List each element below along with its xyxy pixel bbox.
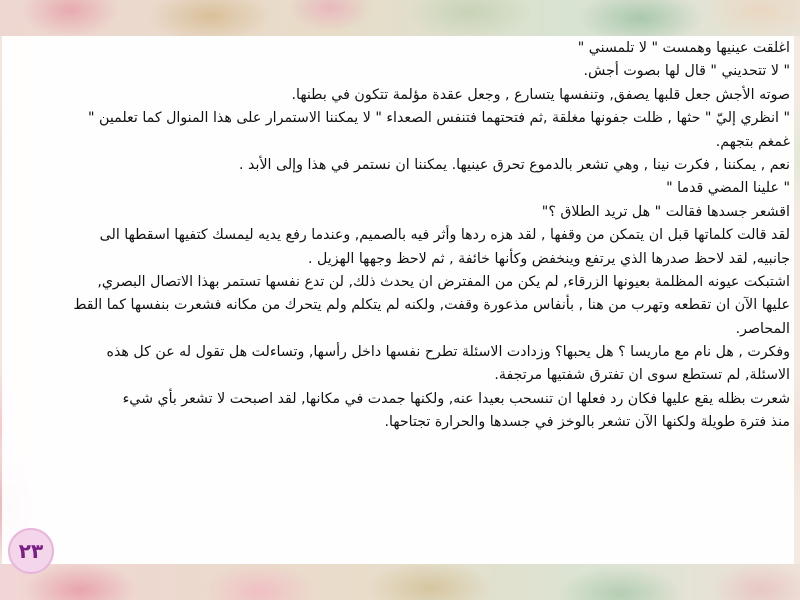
text-line: وفكرت , هل نام مع ماريسا ؟ هل يحبها؟ وزدادت الاسئلة تطرح نفسها داخل رأسها, وتساءلت هل تقول له عن كل هذه xyxy=(106,344,790,361)
text-line: " علينا المضي قدما " xyxy=(666,180,790,197)
text-line: صوته الأجش جعل قلبها يصفق, وتنفسها يتسارع , وجعل عقدة مؤلمة تتكون في بطنها. xyxy=(291,86,790,103)
decorative-floral-bottom-border xyxy=(0,564,800,600)
text-line: اقشعر جسدها فقالت " هل تريد الطلاق ؟" xyxy=(541,203,790,220)
text-line: المحاصر. xyxy=(735,320,790,337)
decorative-floral-top-border xyxy=(0,0,800,36)
text-line: لقد قالت كلماتها قبل ان يتمكن من وقفها , لقد هزه ردها وأثر فيه بالصميم, وعندما رفع يديه ليمسك كتفيها اسقطها الى xyxy=(99,227,790,244)
text-line: عليها الآن ان تقطعه وتهرب من هنا , بأنفاس مذعورة وقفت, ولكنه لم يتكلم ولم يتحرك من مكانه فشعرت بنفسها كما القط xyxy=(73,297,790,314)
text-line: غمغم بتجهم. xyxy=(715,133,790,150)
text-line: " انظري إليّ " حثها , ظلت جفونها مغلقة ,ثم فتحتهما فتنفس الصعداء " لا يمكننا الاستمرار على هذا المنوال كما تعلمين " xyxy=(88,110,790,127)
page-number-badge xyxy=(8,528,54,574)
text-line: " لا تتحديني " قال لها بصوت أجش. xyxy=(583,63,790,80)
text-line: منذ فترة طويلة ولكنها الآن تشعر بالوخز في جسدها والحرارة تجتاحها. xyxy=(384,414,790,431)
text-line: جانبيه, لقد لاحظ صدرها الذي يرتفع وينخفض وكأنها خائفة , ثم لاحظ وجهها الهزيل . xyxy=(307,250,790,267)
text-line: اغلقت عينيها وهمست " لا تلمسني " xyxy=(577,40,790,56)
text-line: نعم , يمكننا , فكرت نينا , وهي تشعر بالدموع تحرق عينيها. يمكننا ان نستمر في هذا وإلى الأبد . xyxy=(239,156,790,173)
page-number: ٢٣ xyxy=(18,539,44,563)
page-text xyxy=(6,37,790,435)
text-line: اشتبكت عيونه المظلمة بعيونها الزرقاء, لم يكن من المفترض ان يحدث ذلك, لن تدع نفسها تستمر بهذا الاتصال البصري, xyxy=(97,273,790,290)
text-line: شعرت بظله يقع عليها فكان رد فعلها ان تنسحب بعيدا عنه, ولكنها جمدت في مكانها, لقد اصبحت لا تشعر بأي شيء xyxy=(122,390,790,407)
text-line: الاسئلة, لم تستطع سوى ان تفترق شفتيها مرتجفة. xyxy=(494,367,790,384)
